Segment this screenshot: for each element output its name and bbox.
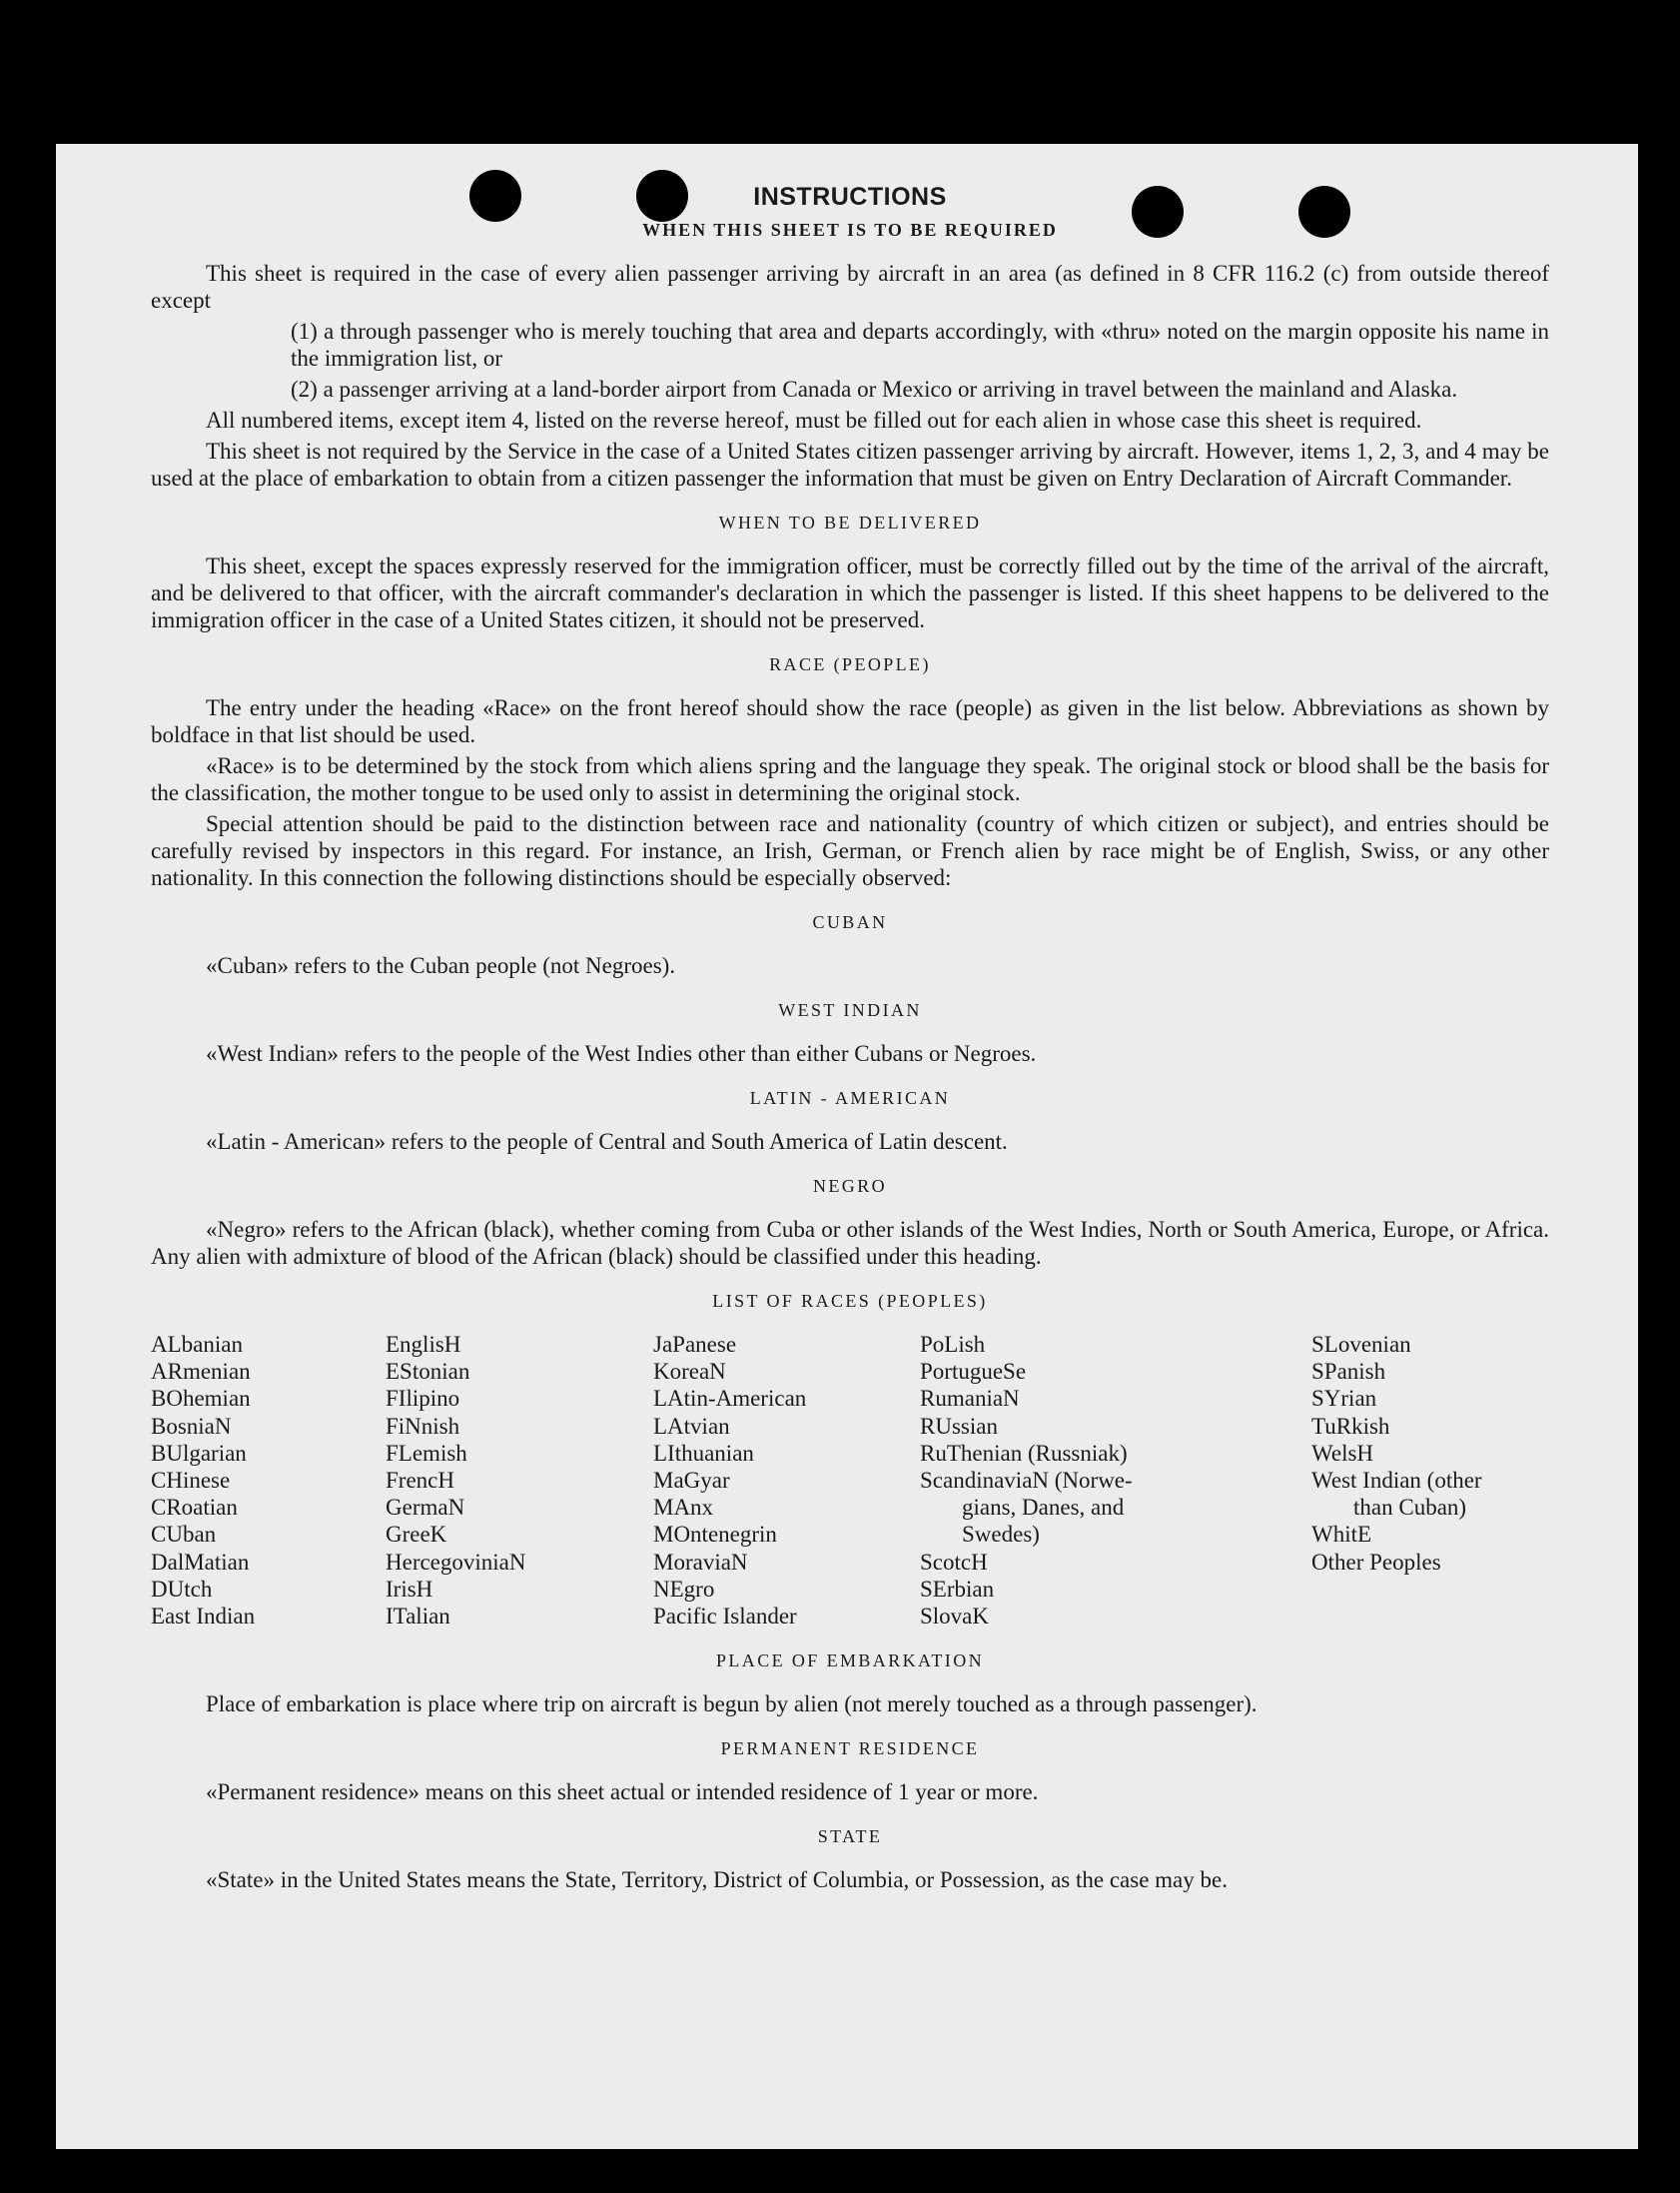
race-item: BosniaN <box>151 1413 232 1439</box>
section-heading: LATIN - AMERICAN <box>749 1088 951 1108</box>
race-column <box>151 1331 386 1630</box>
section-heading: WHEN TO BE DELIVERED <box>718 513 982 533</box>
race-item: gians, Danes, and <box>962 1495 1125 1521</box>
race-item: RumaniaN <box>920 1386 1020 1412</box>
section-heading: PLACE OF EMBARKATION <box>715 1650 985 1671</box>
race-item: than Cuban) <box>1353 1495 1467 1521</box>
race-item: FIlipino <box>386 1386 460 1412</box>
paragraph: This sheet is required in the case of every alien passenger arriving by aircraft in an area (as defined in 8 CFR 116.2 (c) from outside thereof except <box>151 261 1549 313</box>
paragraph: This sheet, except the spaces expressly reserved for the immigration officer, must be correctly filled out by the time of the arrival of the aircraft, and be delivered to that officer, with the aircraft commander's declaration in which the passenger is listed. If this sheet happens to be delivered to the immigration officer in the case of a United States citizen, it should not be preserved. <box>151 553 1549 632</box>
race-column <box>920 1331 1311 1630</box>
paragraph: Place of embarkation is place where trip on aircraft is begun by alien (not merely touched as a through passenger). <box>206 1691 1258 1717</box>
race-item: ScotcH <box>920 1549 988 1575</box>
race-item: EnglisH <box>386 1332 461 1357</box>
section-heading: WEST INDIAN <box>778 1000 922 1020</box>
page-title: INSTRUCTIONS <box>753 183 947 211</box>
section-heading: NEGRO <box>813 1176 887 1196</box>
paragraph: All numbered items, except item 4, listed on the reverse hereof, must be filled out for each alien in whose case this sheet is required. <box>206 408 1422 433</box>
paragraph: «Negro» refers to the African (black), whether coming from Cuba or other islands of the West Indies, North or South America, Europe, or Africa. Any alien with admixture of blood of the African (black) should be classified under this heading. <box>151 1217 1549 1269</box>
race-item: ARmenian <box>151 1359 251 1385</box>
instructions-text <box>151 168 1549 1897</box>
race-item: Pacific Islander <box>653 1604 797 1630</box>
race-item: WelsH <box>1311 1440 1374 1466</box>
paragraph: «Permanent residence» means on this sheet actual or intended residence of 1 year or more. <box>206 1779 1039 1805</box>
paragraph: The entry under the heading «Race» on the front hereof should show the race (people) as given in the list below. Abbreviations as shown by boldface in that list should be used. <box>151 695 1549 747</box>
section-heading: STATE <box>817 1826 883 1847</box>
race-item: MaGyar <box>653 1468 730 1494</box>
race-item: East Indian <box>151 1604 256 1630</box>
race-item: EStonian <box>386 1359 470 1385</box>
race-item: CRoatian <box>151 1495 238 1521</box>
race-item: CUban <box>151 1522 217 1548</box>
race-item: TuRkish <box>1311 1413 1390 1439</box>
paragraph: «Latin - American» refers to the people of Central and South America of Latin descent. <box>206 1129 1008 1154</box>
race-column <box>1311 1331 1549 1630</box>
race-item: RUssian <box>920 1413 998 1439</box>
race-item: SLovenian <box>1311 1332 1411 1357</box>
race-item: PoLish <box>920 1332 986 1357</box>
race-item: HercegovinіaN <box>386 1549 526 1575</box>
paragraph: «Cuban» refers to the Cuban people (not Negroes). <box>206 953 676 978</box>
race-item: SYrian <box>1311 1386 1377 1412</box>
race-item: GermaN <box>386 1495 465 1521</box>
section-heading: LIST OF RACES (PEOPLES) <box>712 1291 988 1311</box>
race-item: WhitE <box>1311 1522 1372 1548</box>
race-item: KoreaN <box>653 1359 726 1385</box>
race-item: NEgro <box>653 1576 715 1602</box>
race-column <box>386 1331 653 1630</box>
paragraph: «West Indian» refers to the people of the West Indies other than either Cubans or Negroes. <box>206 1041 1037 1066</box>
race-item: LIthuanian <box>653 1440 754 1466</box>
race-item: DUtch <box>151 1576 213 1602</box>
list-item: (1) a through passenger who is merely touching that area and departs accordingly, with «thru» noted on the margin opposite his name in the immigration list, or <box>291 319 1549 371</box>
race-item: IrisH <box>386 1576 433 1602</box>
race-item: CHinese <box>151 1468 231 1494</box>
race-item: DalMatian <box>151 1549 250 1575</box>
page-subtitle: WHEN THIS SHEET IS TO BE REQUIRED <box>642 220 1058 240</box>
race-list <box>151 1331 1549 1630</box>
race-column <box>653 1331 920 1630</box>
paragraph: Special attention should be paid to the distinction between race and nationality (country of which citizen or subject), and entries should be carefully revised by inspectors in this regard. For instance, an Irish, German, or French alien by race might be of English, Swiss, or any other nationality. In this connection the following distinctions should be especially observed: <box>151 811 1549 890</box>
race-item: ITalian <box>386 1604 450 1630</box>
race-item: Other Peoples <box>1311 1549 1441 1575</box>
race-item: West Indian (other <box>1311 1468 1482 1494</box>
race-item: SlovaK <box>920 1604 989 1630</box>
section-heading: RACE (PEOPLE) <box>769 654 931 674</box>
paragraph: This sheet is not required by the Service in the case of a United States citizen passenger arriving by aircraft. However, items 1, 2, 3, and 4 may be used at the place of embarkation to obtain from a citizen passenger the information that must be given on Entry Declaration of Aircraft Commander. <box>151 439 1549 491</box>
race-item: RuThenian (Russniak) <box>920 1440 1128 1466</box>
race-item: Swedes) <box>962 1522 1040 1548</box>
race-item: MOntenegrin <box>653 1522 777 1548</box>
race-item: SPanish <box>1311 1359 1386 1385</box>
paragraph: «Race» is to be determined by the stock from which aliens spring and the language they speak. The original stock or blood shall be the basis for the classification, the mother tongue to be used only to assist in determining the original stock. <box>151 753 1549 805</box>
race-item: MoraviaN <box>653 1549 748 1575</box>
section-heading: PERMANENT RESIDENCE <box>720 1738 980 1759</box>
race-item: FiNnish <box>386 1413 460 1439</box>
section-heading: CUBAN <box>812 912 888 932</box>
list-item: (2) a passenger arriving at a land-border airport from Canada or Mexico or arriving in travel between the mainland and Alaska. <box>291 377 1458 402</box>
race-item: SErbian <box>920 1576 995 1602</box>
race-item: FrencH <box>386 1468 454 1494</box>
race-item: LAtin-American <box>653 1386 807 1412</box>
race-item: FLemish <box>386 1440 467 1466</box>
race-item: ScandinaviaN (Norwe- <box>920 1468 1133 1494</box>
paragraph: «State» in the United States means the State, Territory, District of Columbia, or Possession, as the case may be. <box>206 1867 1228 1893</box>
race-item: LAtvian <box>653 1413 730 1439</box>
race-item: PortugueSe <box>920 1359 1027 1385</box>
race-item: BUlgarian <box>151 1440 247 1466</box>
race-item: MAnx <box>653 1495 714 1521</box>
race-item: BOhemian <box>151 1386 251 1412</box>
race-item: GreeK <box>386 1522 447 1548</box>
race-item: ALbanian <box>151 1332 243 1357</box>
race-item: JaPanese <box>653 1332 737 1357</box>
